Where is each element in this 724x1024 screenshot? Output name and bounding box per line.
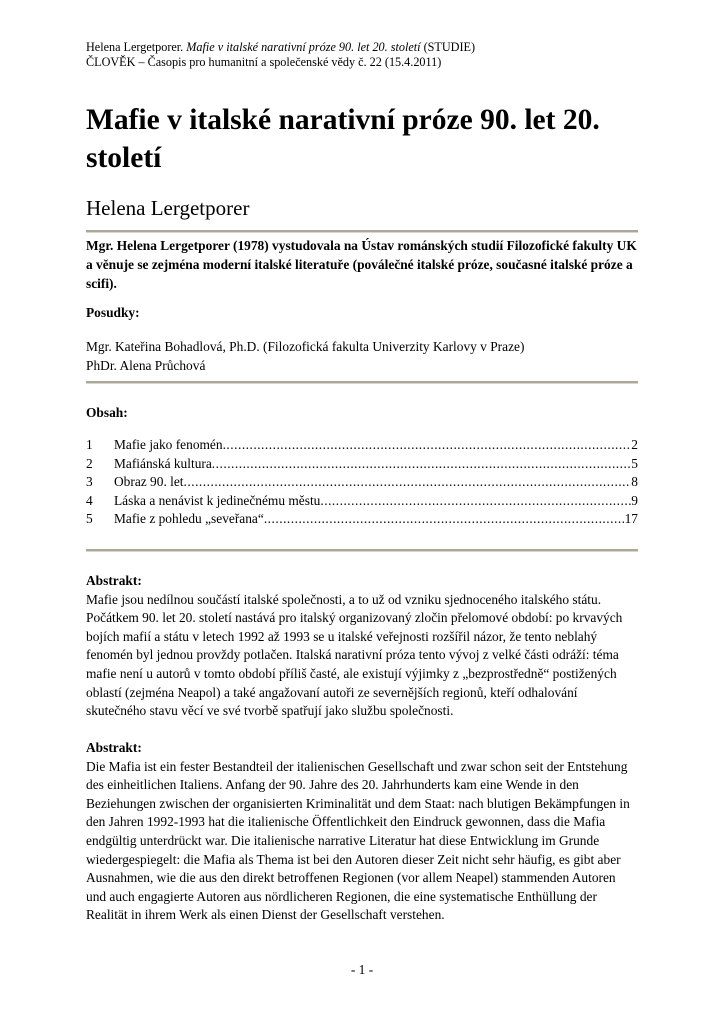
reviewer: PhDr. Alena Průchová — [86, 358, 206, 373]
toc-entry-page: 17 — [624, 511, 638, 527]
divider — [86, 230, 638, 233]
header-author: Helena Lergetporer. — [86, 40, 184, 54]
abstract-german — [86, 739, 638, 925]
abstract-text: Die Mafia ist ein fester Bestandteil der italienischen Gesellschaft und zwar schon seit der Entstehung des einheitlichen Italiens. Anfang der 90. Jahre des 20. Jahrhunderts kam eine Wende in den Beziehungen zwischen der organisierten Kriminalität und dem Staat: nach blutigen Bekämpfungen in den Jahren 1992-1993 hat die italienische Öffentlichkeit den Eindruck gewonnen, dass die Mafia endgültig unterdrückt war. Die italienische narrative Literatur hat diese Entwicklung im Grunde wiedergespiegelt: die Mafia als Thema ist bei den Autoren dieser Zeit nicht sehr häufig, es gibt aber Ausnahmen, wie die aus den direkt betroffenen Regionen (vor allem Neapel) stammenden Autoren und auch engagierte Autoren aus nördlicheren Regionen, die eine systematische Enthüllung der Realität in ihrem Werk als einen Dienst der Gesellschaft verstehen. — [86, 758, 630, 923]
toc-entry-page: 5 — [631, 455, 638, 471]
divider — [86, 381, 638, 384]
toc-entry-page: 9 — [631, 492, 638, 508]
toc-entry[interactable] — [86, 510, 638, 529]
toc-leader-dots — [223, 436, 632, 455]
toc-entry-number: 4 — [86, 492, 93, 508]
table-of-contents — [86, 436, 638, 529]
toc-entry-number: 5 — [86, 511, 93, 527]
toc-entry-page: 2 — [631, 437, 638, 452]
header-article-title: Mafie v italské narativní próze 90. let 20. století — [186, 40, 421, 54]
toc-entry-number: 3 — [86, 474, 93, 490]
divider — [86, 549, 638, 552]
toc-entry[interactable] — [86, 473, 638, 492]
abstract-label: Abstrakt: — [86, 740, 142, 755]
abstract-text: Mafie jsou nedílnou součástí italské společnosti, a to už od vzniku sjednoceného italského státu. Počátkem 90. let 20. století nastává pro italský organizovaný zločin přelomové období: po krvavých bojích mafií a státu v letech 1992 až 1993 se u italské veřejnosti rozšířil názor, že tento neblahý fenomén byl jednou provždy potlačen. Italská narativní próza tento vývoj z velké části odráží: téma mafie není u autorů v tomto období příliš časté, ale existují výjimky z „bezprostředně“ postižených oblastí (zejména Neapol) a také angažovaní autoři ze severnějších regionů, kteří odhalování skutečného stavu věcí ve své tvorbě spatřují jako službu společnosti. — [86, 591, 623, 719]
article-title: Mafie v italské narativní próze 90. let 20. století — [86, 104, 600, 174]
toc-entry-title: Obraz 90. let — [114, 474, 184, 490]
toc-entry-title: Láska a nenávist k jedinečnému městu — [114, 492, 321, 508]
toc-entry[interactable] — [86, 455, 638, 474]
article-author: Helena Lergetporer — [86, 196, 250, 220]
toc-leader-dots — [212, 455, 632, 474]
abstract-label: Abstrakt: — [86, 573, 142, 588]
toc-entry-title: Mafie jako fenomén — [114, 437, 223, 452]
toc-entry-title: Mafie z pohledu „seveřana“ — [114, 511, 264, 527]
header-section-tag: (STUDIE) — [423, 40, 476, 54]
reviewer: Mgr. Kateřina Bohadlová, Ph.D. (Filozofická fakulta Univerzity Karlovy v Praze) — [86, 339, 525, 354]
running-header-line-1 — [86, 40, 475, 55]
page-number: - 1 - — [350, 962, 374, 977]
toc-leader-dots — [320, 492, 631, 511]
toc-entry-page: 8 — [631, 474, 638, 490]
reviews-label: Posudky: — [86, 305, 140, 320]
running-header — [86, 40, 475, 70]
toc-entry-number: 1 — [86, 437, 93, 452]
toc-entry[interactable] — [86, 492, 638, 511]
toc-leader-dots — [264, 510, 625, 529]
toc-entry[interactable] — [86, 436, 638, 455]
toc-entry-title: Mafiánská kultura — [114, 455, 212, 471]
abstract-czech — [86, 572, 638, 721]
reviewers-list — [86, 337, 524, 375]
toc-leader-dots — [184, 473, 632, 492]
toc-label: Obsah: — [86, 405, 128, 420]
toc-entry-number: 2 — [86, 455, 93, 471]
author-bio: Mgr. Helena Lergetporer (1978) vystudovala na Ústav románských studií Filozofické fakulty UK a věnuje se zejména moderní italské literatuře (poválečné italské próze, současné italské próze a scifi). — [86, 238, 637, 291]
header-journal-line: ČLOVĚK – Časopis pro humanitní a společenské vědy č. 22 (15.4.2011) — [86, 55, 442, 69]
